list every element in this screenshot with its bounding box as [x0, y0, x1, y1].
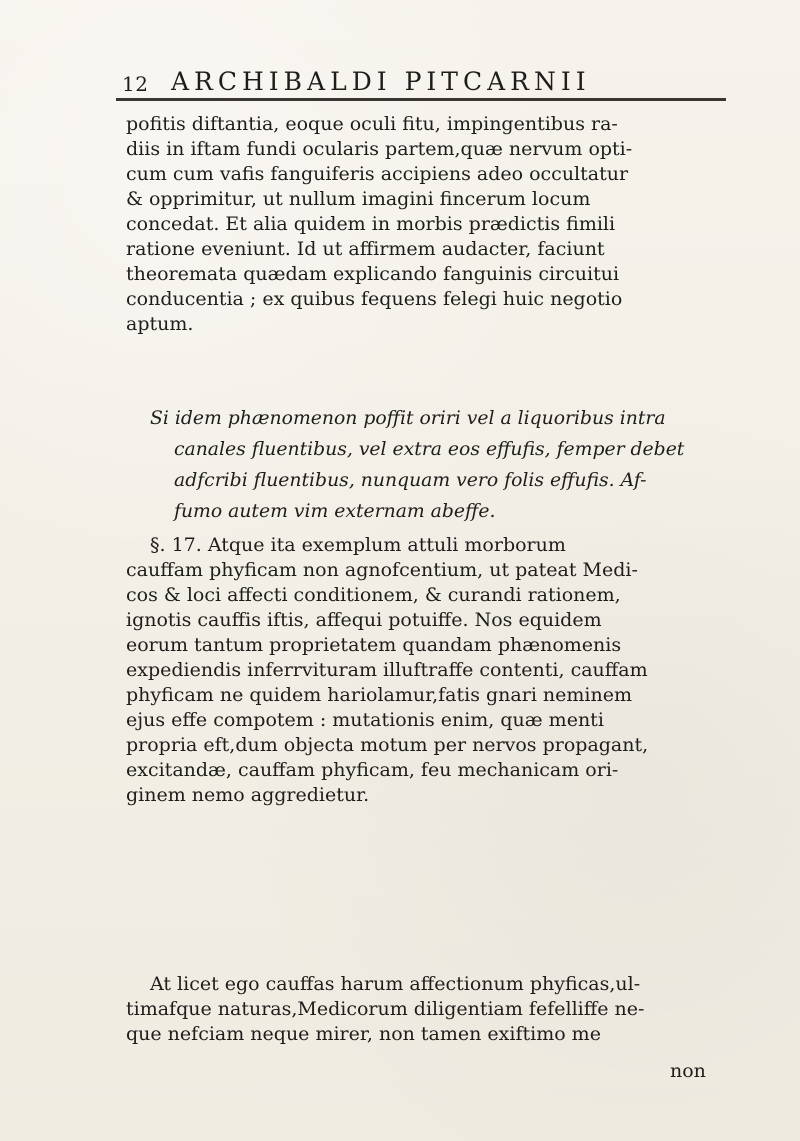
page-header	[116, 64, 726, 101]
text-line: propria eft,dum objecta motum per nervos propagant,	[126, 734, 649, 756]
text-line: cos & loci affecti conditionem, & curandi rationem,	[126, 584, 621, 606]
text-line: ratione eveniunt. Id ut affirmem audacter, faciunt	[126, 238, 605, 260]
text-line: timafque naturas,Medicorum diligentiam fefelliffe ne-	[126, 998, 645, 1020]
text-line: concedat. Et alia quidem in morbis prædictis fimili	[126, 213, 616, 235]
text-line: Si idem phænomenon poffit oriri vel a liquoribus intra	[150, 408, 666, 429]
running-head: ARCHIBALDI PITCARNII	[171, 67, 591, 96]
text-line: & opprimitur, ut nullum imagini fincerum locum	[126, 188, 591, 210]
text-line: eorum tantum proprietatem quandam phænomenis	[126, 634, 622, 656]
text-line: At licet ego cauffas harum affectionum phyficas,ul-	[150, 973, 641, 995]
paragraph-2-italic	[126, 403, 711, 527]
paragraph-1	[126, 112, 711, 337]
text-line: conducentia ; ex quibus fequens felegi huic negotio	[126, 288, 623, 310]
paragraph-4	[126, 972, 711, 1047]
text-line: pofitis diftantia, eoque oculi fitu, impingentibus ra-	[126, 113, 618, 135]
text-line: aptum.	[126, 313, 194, 335]
text-line: cauffam phyficam non agnofcentium, ut pateat Medi-	[126, 559, 638, 581]
page-number: 12	[122, 72, 149, 96]
text-line: canales fluentibus, vel extra eos effufis, femper debet	[174, 439, 685, 460]
text-line: cum cum vafis fanguiferis accipiens adeo occultatur	[126, 163, 629, 185]
text-line: expediendis inferrvituram illuftraffe contenti, cauffam	[126, 659, 648, 681]
text-line: §. 17. Atque ita exemplum attuli morborum	[150, 534, 566, 556]
paragraph-3	[126, 533, 711, 808]
text-line: ejus effe compotem : mutationis enim, quæ menti	[126, 709, 604, 731]
text-line: que nefciam neque mirer, non tamen exiftimo me	[126, 1023, 601, 1045]
text-line: ginem nemo aggredietur.	[126, 784, 370, 806]
text-line: ignotis cauffis iftis, affequi potuiffe. Nos equidem	[126, 609, 602, 631]
text-line: diis in iftam fundi ocularis partem,quæ nervum opti-	[126, 138, 633, 160]
text-line: phyficam ne quidem hariolamur,fatis gnari neminem	[126, 684, 633, 706]
text-line: theoremata quædam explicando fanguinis circuitui	[126, 263, 620, 285]
catchword: non	[670, 1060, 706, 1082]
text-line: excitandæ, cauffam phyficam, feu mechanicam ori-	[126, 759, 619, 781]
text-line: fumo autem vim externam abeffe.	[174, 501, 496, 522]
text-line: adfcribi fluentibus, nunquam vero folis effufis. Af-	[174, 470, 647, 491]
